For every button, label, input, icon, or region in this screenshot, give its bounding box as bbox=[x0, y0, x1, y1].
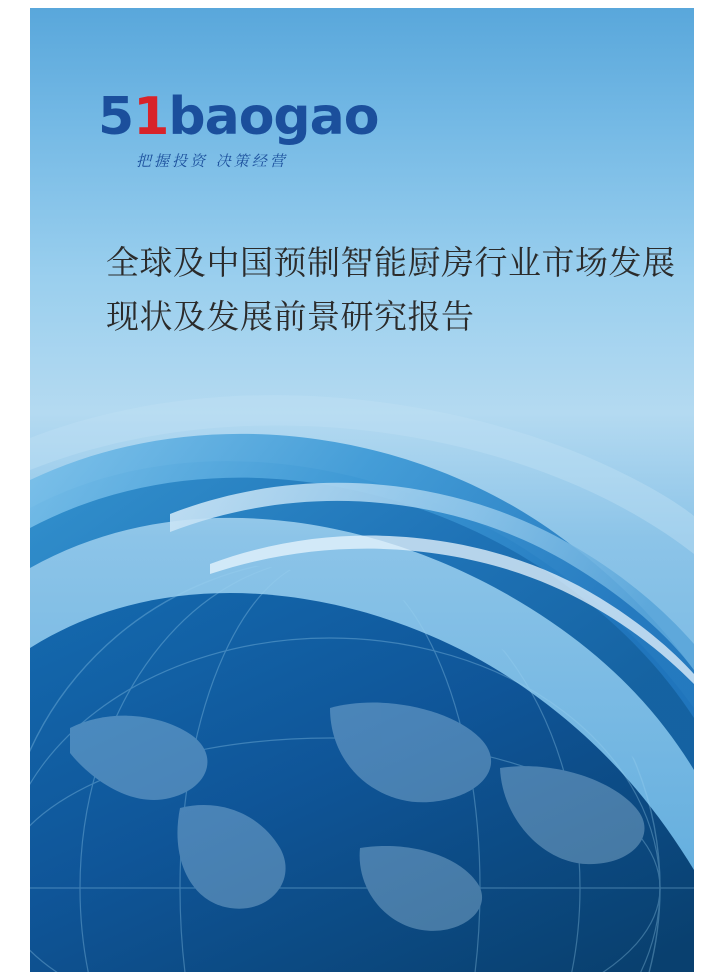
report-cover bbox=[30, 8, 694, 972]
report-title: 全球及中国预制智能厨房行业市场发展现状及发展前景研究报告 bbox=[106, 243, 676, 336]
logo-wordmark bbox=[98, 88, 378, 146]
logo bbox=[98, 88, 398, 183]
logo-mark-1: 1 bbox=[133, 87, 169, 147]
logo-tagline: 把握投资 决策经营 bbox=[136, 152, 288, 170]
logo-word: baogao bbox=[168, 87, 379, 147]
logo-mark-5: 5 bbox=[98, 87, 134, 147]
